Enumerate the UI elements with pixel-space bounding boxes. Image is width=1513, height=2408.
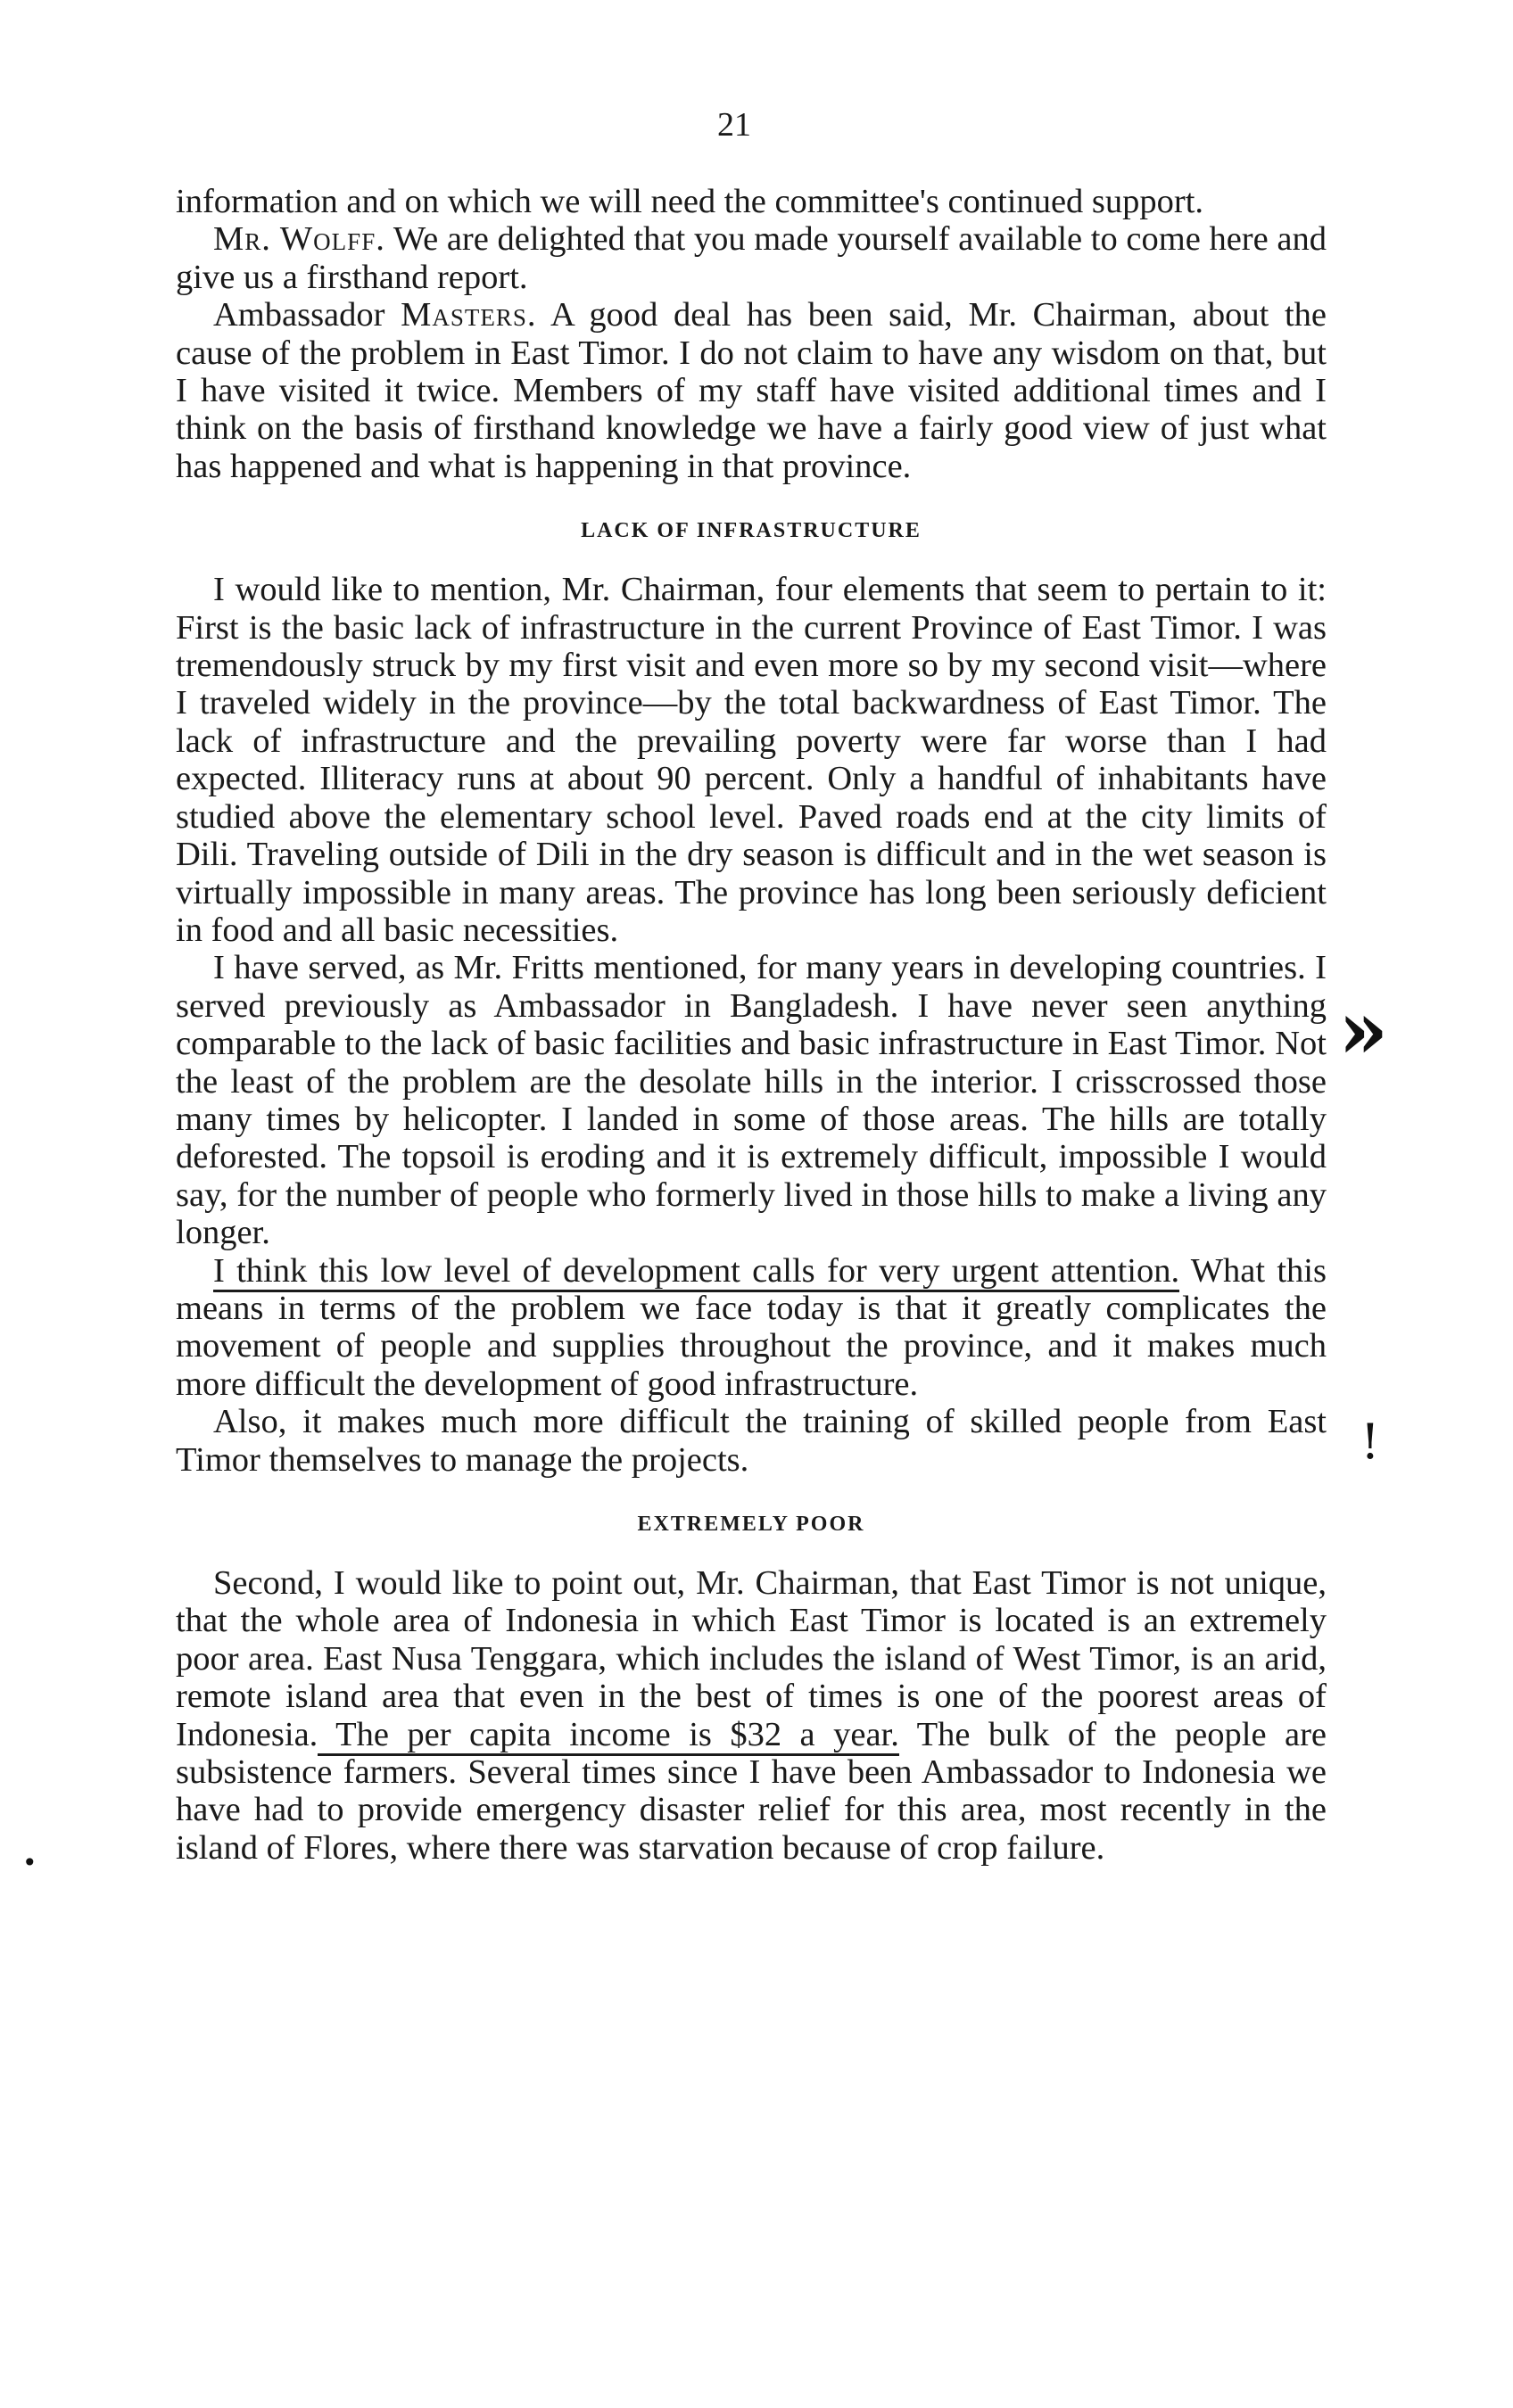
paragraph-text: What this means in terms of the problem we face today is that it greatly complicates the movement of people and supplies throughout the province, and it makes much more difficult the development of good infrastructure. — [176, 1251, 1327, 1403]
margin-chevron-mark: » — [1338, 983, 1389, 1077]
margin-exclamation-mark: ! — [1360, 1414, 1380, 1470]
paragraph-developing-countries: I have served, as Mr. Fritts mentioned, for many years in developing countries. I served previously as Ambassador in Bangladesh. I have never seen anything comparable to the lack of basic facilities and basic infrastructure in East Timor. Not the least of the problem are the desolate hills in the interior. I crisscrossed those many times by helicopter. I landed in some of those areas. The hills are totally deforested. The topsoil is eroding and it is extremely difficult, impossible I would say, for the number of people who formerly lived in those hills to make a living any longer. — [176, 949, 1327, 1252]
paragraph-text: We are delighted that you made yourself available to come here and give us a firsthand report. — [176, 220, 1327, 296]
paragraph-text: A good deal has been said, Mr. Chairman, about the cause of the problem in East Timor. I do not claim to have any wisdom on that, but I have visited it twice. Members of my staff have visited additional times and I think on the basis of firsthand knowledge we have a fairly good view of just what has happened and what is happening in that province. — [176, 296, 1327, 485]
paragraph-extremely-poor — [176, 1564, 1327, 1867]
paragraph-wolff — [176, 220, 1327, 296]
paragraph-urgent-attention — [176, 1252, 1327, 1404]
speaker-name: Mr. Wolff. — [213, 220, 385, 259]
speaker-name: Masters. — [401, 296, 537, 334]
handwritten-underline: I think this low level of development calls for very urgent attention. — [213, 1252, 1179, 1292]
paragraph-text: The bulk of the people are subsistence farmers. Several times since I have been Ambassador to Indonesia we have had to provide emergency disaster relief for this area, most recently in the island of Flores, where there was starvation because of crop failure. — [176, 1715, 1327, 1867]
section-heading: EXTREMELY POOR — [637, 1513, 865, 1536]
paragraph-masters — [176, 296, 1327, 485]
speaker-title: Ambassador — [213, 296, 401, 334]
margin-dot-mark: • — [22, 1848, 37, 1877]
paragraph-text: Second, I would like to point out, Mr. Chairman, that East Timor is not unique, that the whole area of Indonesia in which East Timor is located is an extremely poor area. East Nusa Tenggara, which includes the island of West Timor, is an arid, remote island area that even in the best of times is one of the poorest areas of Indonesia. — [176, 1564, 1327, 1753]
paragraph-continuation: information and on which we will need the committee's continued support. — [176, 183, 1204, 220]
paragraph-infrastructure: I would like to mention, Mr. Chairman, four elements that seem to pertain to it: First is the basic lack of infrastructure in the current Province of East Timor. I was tremendously struck by my first visit and even more so by my second visit—where I traveled widely in the province—by the total backwardness of East Timor. The lack of infrastructure and the prevailing poverty were far worse than I had expected. Illiteracy runs at about 90 percent. Only a handful of inhabitants have studied above the elementary school level. Paved roads end at the city limits of Dili. Traveling outside of Dili in the dry season is difficult and in the wet season is virtually impossible in many areas. The province has long been seriously deficient in food and all basic necessities. — [176, 571, 1327, 949]
page-body — [176, 183, 1327, 1867]
paragraph-training: Also, it makes much more difficult the training of skilled people from East Timor themselves to manage the projects. — [176, 1403, 1327, 1479]
page-number: 21 — [717, 106, 751, 144]
handwritten-underline: The per capita income is $32 a year. — [318, 1716, 899, 1756]
section-heading: LACK OF INFRASTRUCTURE — [581, 519, 922, 543]
